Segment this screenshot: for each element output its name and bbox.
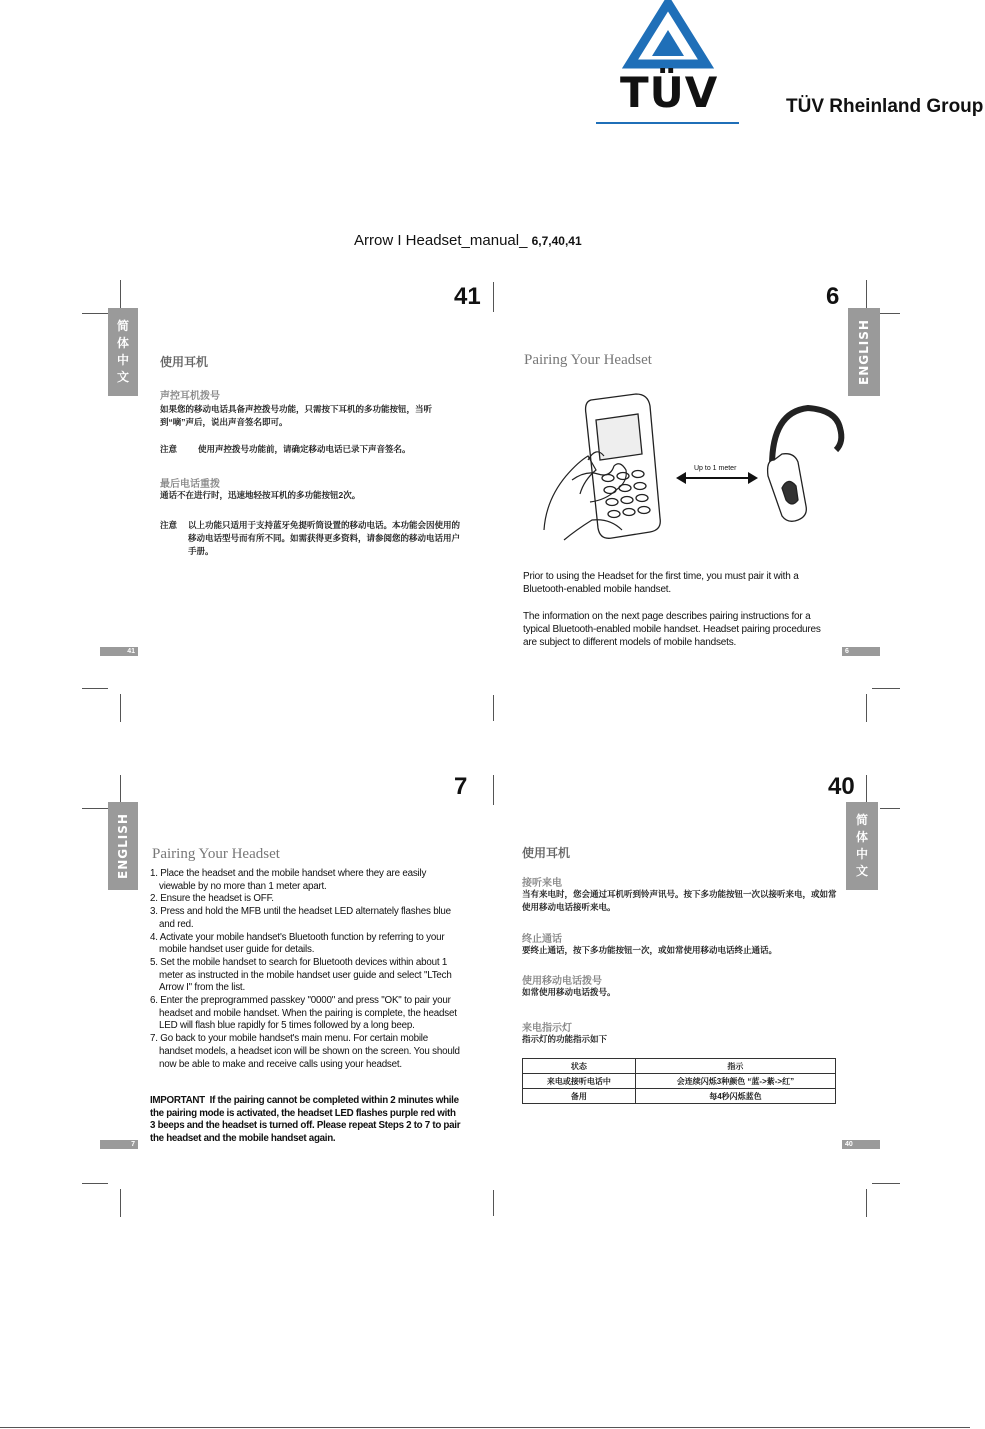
page-number: 41 [454, 283, 481, 310]
list-item: 2. Ensure the headset is OFF. [150, 893, 274, 905]
crop-mark [120, 280, 121, 310]
crop-mark [866, 280, 867, 310]
page-footer-bar: 40 [842, 1140, 880, 1149]
crop-mark [120, 694, 121, 722]
table-header-row [523, 1059, 836, 1074]
document-title-pages: 6,7,40,41 [531, 234, 582, 248]
center-divider [493, 695, 494, 721]
paragraph: 通话不在进行时，迅速地轻按耳机的多功能按钮2次。 [160, 490, 361, 500]
page-number: 7 [454, 773, 468, 800]
list-item: 3. Press and hold the MFB until the headset LED alternately flashes blue and red. [150, 906, 451, 930]
crop-mark [880, 808, 900, 809]
note-label: 注意 [160, 520, 178, 530]
page-bottom-rule [0, 1427, 970, 1428]
important-text: If the pairing cannot be completed within 2 minutes while the pairing mode is activated, the headset LED flashes purple red with 3 beeps and the headset is turned off. Please repeat Steps 2 to 7 to pair the headset and the mobile handset again. [150, 1095, 461, 1145]
note-label: 注意 [160, 444, 178, 454]
subsection-title: 接听来电 [522, 878, 562, 889]
center-divider [493, 282, 494, 312]
document-title-main: Arrow I Headset_manual_ [354, 232, 528, 249]
list-item: 5. Set the mobile handset to search for Bluetooth devices within about 1 meter as instructed in the mobile handset user guide and select "LTech Arrow I" from the list. [150, 956, 452, 994]
pairing-illustration [536, 390, 866, 550]
table-cell: 来电或接听电话中 [523, 1074, 636, 1089]
list-item: 4. Activate your mobile handset's Bluetooth function by referring to your mobile handset user guide for details. [150, 931, 445, 956]
crop-mark [82, 1183, 108, 1184]
crop-mark [872, 688, 900, 689]
language-tab-chinese: 简 体 中 文 [108, 308, 138, 396]
crop-mark [872, 1183, 900, 1184]
language-tab-english: ENGLISH [848, 308, 880, 396]
subsection-title: 声控耳机拨号 [160, 391, 220, 402]
important-label: IMPORTANT [150, 1095, 205, 1106]
tuv-logo [596, 0, 741, 128]
hand-icon [544, 452, 626, 540]
brand-group-name: TÜV Rheinland Group [786, 96, 984, 117]
paragraph: 指示灯的功能指示如下 [522, 1034, 608, 1044]
crop-mark [120, 775, 121, 805]
section-heading: 使用耳机 [522, 846, 571, 860]
language-tab-chinese: 简 体 中 文 [846, 802, 878, 890]
page-footer-bar: 7 [100, 1140, 138, 1149]
crop-mark [82, 313, 108, 314]
list-item: 6. Enter the preprogrammed passkey "0000" and press "OK" to pair your headset and mobile handset. When the pairing is complete, the headset LED will flash blue rapidly for 5 times followed by a long beep. [150, 995, 457, 1032]
table-cell: 备用 [523, 1089, 636, 1104]
page-footer-bar: 6 [842, 647, 880, 656]
center-divider [493, 1190, 494, 1216]
page-number: 6 [826, 283, 840, 310]
crop-mark [82, 688, 108, 689]
crop-mark [866, 775, 867, 805]
table-row [523, 1074, 836, 1089]
crop-mark [82, 808, 108, 809]
important-notice [150, 1095, 462, 1146]
section-title: Pairing Your Headset [152, 846, 280, 862]
paragraph: 如果您的移动电话具备声控拨号功能，只需按下耳机的多功能按钮，当听到“嘀”声后，说出声音签名即可。 [160, 404, 433, 427]
led-indicator-table [522, 1058, 836, 1104]
subsection-title: 终止通话 [522, 934, 562, 945]
paragraph: 当有来电时，您会通过耳机听到铃声讯号。按下多功能按钮一次以接听来电，或如常使用移动电话接听来电。 [522, 889, 837, 912]
table-header-cell: 指示 [635, 1059, 835, 1074]
document-title [354, 232, 582, 249]
language-tab-english: ENGLISH [108, 802, 138, 890]
table-row [523, 1089, 836, 1104]
tuv-logo-text: TÜV [620, 68, 719, 117]
distance-arrow-icon [676, 472, 758, 484]
table-cell: 每4秒闪烁蓝色 [635, 1089, 835, 1104]
note-text: 以上功能只适用于支持蓝牙免提听筒设置的移动电话。本功能会因使用的移动电话型号而有所不同。如需获得更多资料，请参阅您的移动电话用户手册。 [188, 520, 461, 556]
paragraph: 如常使用移动电话拨号。 [522, 987, 616, 997]
note-text: 使用声控拨号功能前，请确定移动电话已录下声音签名。 [198, 444, 411, 454]
subsection-title: 来电指示灯 [522, 1023, 572, 1034]
list-item: 7. Go back to your mobile handset's main menu. For certain mobile handset models, a headset icon will be shown on the screen. You should now be able to make and receive calls using your headset. [150, 1033, 460, 1070]
list-item: 1. Place the headset and the mobile handset where they are easily viewable by no more than 1 meter apart. [150, 868, 427, 892]
subsection-title: 使用移动电话拨号 [522, 976, 602, 987]
table-cell: 会连续闪烁3种颜色 “蓝->紫->红” [635, 1074, 835, 1089]
table-header-cell: 状态 [523, 1059, 636, 1074]
paragraph: Prior to using the Headset for the first time, you must pair it with a Bluetooth-enabled mobile handset. [523, 571, 799, 595]
crop-mark [866, 1189, 867, 1217]
page-number: 40 [828, 773, 855, 800]
pairing-steps-list [150, 868, 462, 1071]
tuv-triangle-icon [596, 0, 741, 70]
headset-icon [768, 408, 842, 521]
crop-mark [120, 1189, 121, 1217]
paragraph: 要终止通话，按下多功能按钮一次，或如常使用移动电话终止通话。 [522, 945, 778, 955]
crop-mark [866, 694, 867, 722]
crop-mark [880, 313, 900, 314]
subsection-title: 最后电话重拨 [160, 479, 220, 490]
center-divider [493, 775, 494, 805]
section-title: Pairing Your Headset [524, 352, 652, 368]
logo-underline [596, 122, 739, 124]
page-footer-bar: 41 [100, 647, 138, 656]
distance-label: Up to 1 meter [694, 465, 737, 472]
paragraph: The information on the next page describes pairing instructions for a typical Bluetooth-enabled mobile handset. Headset pairing procedures are subject to different models of mobile handsets. [523, 611, 821, 648]
section-heading: 使用耳机 [160, 355, 209, 369]
